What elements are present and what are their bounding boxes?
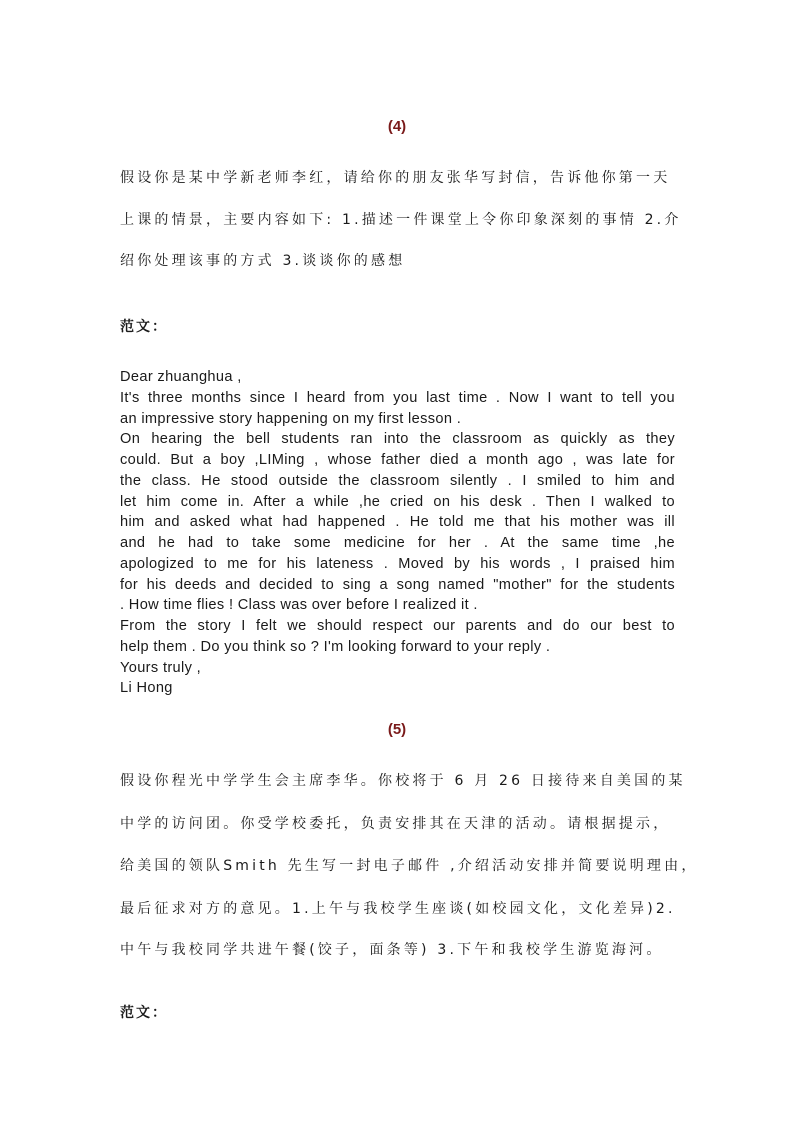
letter-line: It's three months since I heard from you last time . Now I want to tell you xyxy=(120,389,675,406)
letter-line: From the story I felt we should respect our parents and do our best to xyxy=(120,618,675,634)
letter-line: an impressive story happening on my first lesson . xyxy=(120,410,462,427)
letter-signature: Li Hong xyxy=(120,680,173,697)
letter-line: for his deeds and decided to sing a song named "mother" for the students xyxy=(120,576,675,593)
letter-line: . How time flies ! Class was over before I realized it . xyxy=(120,597,478,614)
letter-line: the class. He stood outside the classroom silently . I smiled to him and xyxy=(120,472,675,489)
letter-closing: Yours truly , xyxy=(120,659,202,676)
letter-line: On hearing the bell students ran into the classroom as quickly as they xyxy=(120,431,675,448)
section-4-sample-label: 范文： xyxy=(120,319,168,335)
section-4-prompt-line-1: 假设你是某中学新老师李红，请给你的朋友张华写封信，告诉他你第一天 xyxy=(120,170,671,186)
section-4-prompt-line-3: 绍你处理该事的方式 3.谈谈你的感想 xyxy=(120,253,406,269)
letter-line: help them . Do you think so ? I'm looking forward to your reply . xyxy=(120,638,551,655)
section-4-heading: (4) xyxy=(387,118,407,135)
section-5-prompt-line-3: 给美国的领队Smith 先生写一封电子邮件 ,介绍活动安排并简要说明理由， xyxy=(120,858,699,874)
section-5-heading: (5) xyxy=(387,721,407,738)
section-5-sample-label: 范文： xyxy=(120,1005,168,1021)
letter-line: and he had to take some medicine for her . At the same time ,he xyxy=(120,535,675,551)
letter-salutation: Dear zhuanghua , xyxy=(120,369,242,385)
section-5-prompt-line-1: 假设你程光中学学生会主席李华。你校将于 6 月 26 日接待来自美国的某 xyxy=(120,773,686,789)
sample-letter xyxy=(120,367,675,699)
section-5-prompt-line-4: 最后征求对方的意见。1.上午与我校学生座谈(如校园文化，文化差异)2. xyxy=(120,901,676,917)
section-4-prompt-line-2: 上课的情景，主要内容如下: 1.描述一件课堂上令你印象深刻的事情 2.介 xyxy=(120,212,682,228)
letter-line: let him come in. After a while ,he cried on his desk . Then I walked to xyxy=(120,493,675,510)
letter-line: him and asked what had happened . He told me that his mother was ill xyxy=(120,514,675,531)
letter-line: could. But a boy ,LIMing , whose father died a month ago , was late for xyxy=(120,452,675,468)
section-5-prompt-line-5: 中午与我校同学共进午餐(饺子，面条等) 3.下午和我校学生游览海河。 xyxy=(120,942,664,958)
section-5-prompt-line-2: 中学的访问团。你受学校委托，负责安排其在天津的活动。请根据提示， xyxy=(120,816,671,832)
letter-line: apologized to me for his lateness . Moved by his words , I praised him xyxy=(120,555,675,572)
